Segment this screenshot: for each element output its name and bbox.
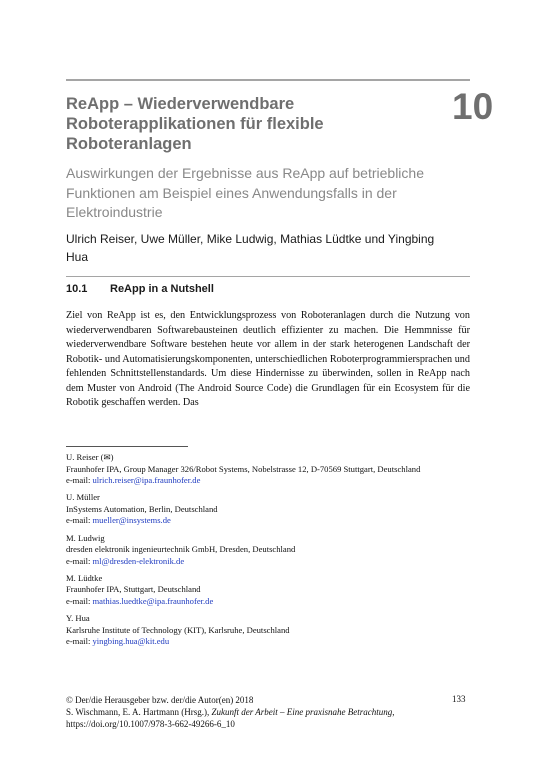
affiliation-email-row — [66, 475, 470, 487]
chapter-number: 10 — [452, 86, 494, 127]
affiliation-name: M. Lüdtke — [66, 572, 103, 583]
affiliation-org: dresden elektronik ingenieurtechnik GmbH, Dresden, Deutschland — [66, 544, 296, 555]
section-number: 10.1 — [66, 283, 88, 295]
affiliation-item — [66, 533, 470, 568]
chapter-title: ReApp – Wiederverwendbare Roboterapplikationen für flexible Roboteranlagen — [66, 95, 324, 153]
body-paragraph: Ziel von ReApp ist es, den Entwicklungsprozess von Roboteranlagen durch die Nutzung von wiederverwendbaren Softwarebausteinen deutlich effizienter zu machen. Die Hemmnisse für wiederverwendbare Software bestehen heute vor allem in der stark heterogenen Landschaft der Robotik- und Automatisierungskomponenten, unterschiedlichen Roboterprogrammiersprachen und fehlenden Schnittstellenstandards. Um diese Hindernisse zu überwinden, sollen in ReApp nach dem Muster von Android (The Android Source Code) die Grundlagen für ein Ecosystem für die Robotik geschaffen werden. Das — [66, 310, 470, 408]
affiliation-email-row — [66, 596, 470, 608]
copyright-line: © Der/die Herausgeber bzw. der/die Autor(en) 2018 — [66, 695, 254, 705]
affiliation-org: InSystems Automation, Berlin, Deutschland — [66, 503, 218, 514]
email-link[interactable]: mueller@insystems.de — [92, 515, 171, 526]
citation-line — [66, 706, 470, 718]
affiliation-name: U. Müller — [66, 492, 100, 503]
section-title: ReApp in a Nutshell — [110, 283, 214, 295]
header-divider — [66, 276, 470, 277]
email-link[interactable]: ml@dresden-elektronik.de — [92, 555, 185, 566]
affiliation-email-row — [66, 556, 470, 568]
affiliation-email-row — [66, 515, 470, 527]
affiliations-list — [66, 452, 470, 653]
chapter-subtitle: Auswirkungen der Ergebnisse aus ReApp auf betriebliche Funktionen am Beispiel eines Anwendungsfalls in der Elektroindustrie — [66, 165, 424, 220]
affiliation-item — [66, 573, 470, 608]
email-link[interactable]: mathias.luedtke@ipa.fraunhofer.de — [92, 596, 214, 607]
affiliation-item — [66, 452, 470, 487]
citation-book-title: Zukunft der Arbeit – Eine praxisnahe Betrachtung — [211, 707, 393, 718]
footnote-rule — [66, 446, 188, 447]
citation-editors: S. Wischmann, E. A. Hartmann (Hrsg.), — [66, 707, 212, 718]
page-number: 133 — [452, 694, 466, 704]
affiliation-item — [66, 613, 470, 648]
affiliation-org: Karlsruhe Institute of Technology (KIT), Karlsruhe, Deutschland — [66, 624, 290, 635]
top-rule — [66, 79, 470, 81]
page-footer — [66, 694, 470, 731]
email-label: e-mail: — [66, 596, 91, 607]
email-link[interactable]: yingbing.hua@kit.edu — [92, 636, 170, 647]
author-list: Ulrich Reiser, Uwe Müller, Mike Ludwig, Mathias Lüdtke und Yingbing Hua — [66, 232, 435, 264]
affiliation-email-row — [66, 636, 470, 648]
email-label: e-mail: — [66, 515, 91, 526]
section-heading — [66, 283, 214, 295]
citation-punct: , — [392, 707, 395, 718]
affiliation-name: Y. Hua — [66, 613, 90, 624]
affiliation-org: Fraunhofer IPA, Stuttgart, Deutschland — [66, 584, 201, 595]
email-label: e-mail: — [66, 475, 91, 486]
affiliation-item — [66, 492, 470, 527]
affiliation-name: M. Ludwig — [66, 532, 105, 543]
email-link[interactable]: ulrich.reiser@ipa.fraunhofer.de — [92, 475, 201, 486]
email-label: e-mail: — [66, 636, 91, 647]
email-label: e-mail: — [66, 555, 91, 566]
affiliation-org: Fraunhofer IPA, Group Manager 326/Robot Systems, Nobelstrasse 12, D-70569 Stuttgart, Deutschland — [66, 463, 421, 474]
affiliation-name: U. Reiser (✉) — [66, 452, 114, 462]
doi-line[interactable]: https://doi.org/10.1007/978-3-662-49266-6_10 — [66, 719, 235, 730]
